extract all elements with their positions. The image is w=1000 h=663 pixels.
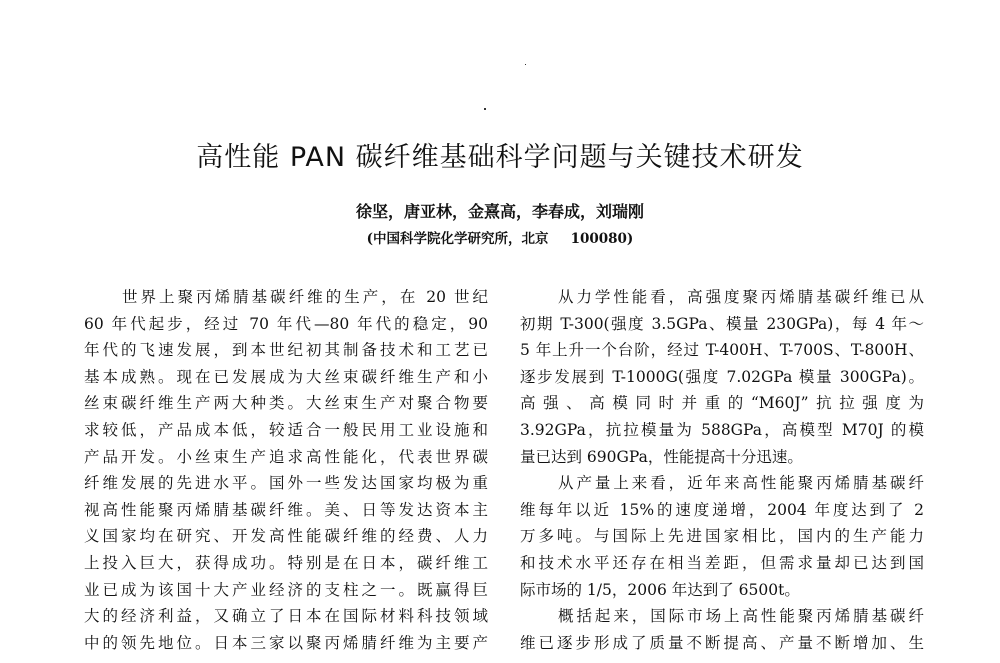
text-line: 业已成为该国十大产业经济的支柱之一。既赢得巨: [84, 580, 488, 599]
text-line: 概括起来，国际市场上高性能聚丙烯腈基碳纤: [558, 607, 924, 626]
text-line: 产品开发。小丝束生产追求高性能化，代表世界碳: [84, 447, 488, 466]
author-list: 徐坚，唐亚林，金熹高，李春成，刘瑞刚: [355, 202, 644, 221]
text-line: 万多吨。与国际上先进国家相比，国内的生产能力: [520, 527, 924, 546]
text-line: 逐步发展到 T-1000G(强度 7.02GPa 模量 300GPa)。: [520, 367, 924, 386]
text-line: 义国家均在研究、开发高性能碳纤维的经费、人力: [84, 527, 488, 546]
scan-speck: [484, 108, 486, 110]
affiliation-postcode: 100080): [570, 231, 634, 247]
text-line: 求较低，产品成本低，较适合一般民用工业设施和: [84, 420, 488, 439]
affiliation-institute: (中国科学院化学研究所，北京: [366, 231, 549, 247]
text-line: 际市场的 1/5，2006 年达到了 6500t。: [520, 580, 800, 599]
text-line: 维每年以近 15%的速度递增，2004 年度达到了 2: [520, 500, 924, 519]
text-line: 量已达到 690GPa，性能提高十分迅速。: [520, 447, 803, 466]
left-column: [84, 284, 488, 656]
text-line: 初期 T-300(强度 3.5GPa、模量 230GPa)，每 4 年～: [520, 314, 924, 333]
scan-speck: [525, 64, 526, 65]
text-line: 60 年代起步，经过 70 年代—80 年代的稳定，90: [84, 314, 488, 333]
right-column: [520, 284, 924, 656]
text-line: 基本成熟。现在已发展成为大丝束碳纤维生产和小: [84, 367, 488, 386]
text-line: 年代的飞速发展，到本世纪初其制备技术和工艺已: [84, 341, 488, 360]
text-line: 大的经济利益，又确立了日本在国际材料科技领域: [84, 607, 488, 626]
text-line: 从产量上来看，近年来高性能聚丙烯腈基碳纤: [558, 474, 924, 493]
text-line: 和技术水平还存在相当差距，但需求量却已达到国: [520, 553, 924, 572]
affiliation: [0, 228, 1000, 250]
paper-title: 高性能 PAN 碳纤维基础科学问题与关键技术研发: [196, 142, 804, 173]
text-line: 上投入巨大，获得成功。特别是在日本，碳纤维工: [84, 553, 488, 572]
text-line: 5 年上升一个台阶，经过 T-400H、T-700S、T-800H、: [520, 341, 924, 360]
text-line: 高强、高模同时并重的“M60J”抗拉强度为: [520, 394, 924, 413]
text-line: 纤维发展的先进水平。国外一些发达国家均极为重: [84, 474, 488, 493]
text-line: 视高性能聚丙烯腈基碳纤维。美、日等发达资本主: [84, 500, 488, 519]
text-line: 丝束碳纤维生产两大种类。大丝束生产对聚合物要: [84, 394, 488, 413]
text-line: 中的领先地位。日本三家以聚丙烯腈纤维为主要产: [84, 633, 488, 652]
text-line: 维已逐步形成了质量不断提高、产量不断增加、生: [520, 633, 924, 652]
text-line: 世界上聚丙烯腈基碳纤维的生产，在 20 世纪: [122, 288, 488, 306]
text-line: 从力学性能看，高强度聚丙烯腈基碳纤维已从: [558, 288, 924, 306]
text-line: 3.92GPa，抗拉模量为 588GPa，高模型 M70J 的模: [520, 420, 924, 439]
